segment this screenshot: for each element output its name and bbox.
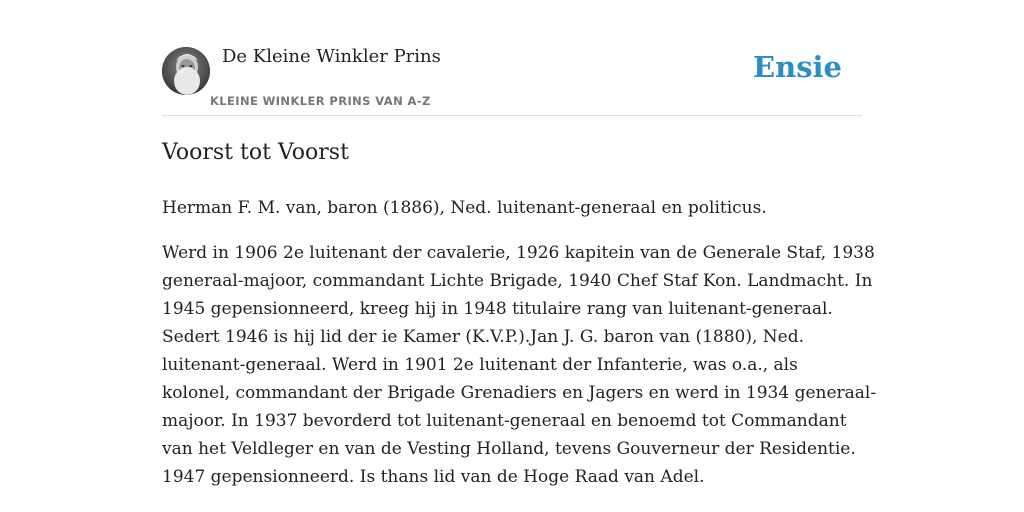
source-subtitle[interactable]: KLEINE WINKLER PRINS VAN A-Z [210, 94, 431, 108]
body-line: generaal-majoor, commandant Lichte Brigade, 1940 Chef Staf Kon. Landmacht. In [162, 271, 873, 291]
body-line: kolonel, commandant der Brigade Grenadiers en Jagers en werd in 1934 generaal- [162, 383, 877, 403]
entry-intro: Herman F. M. van, baron (1886), Ned. luitenant-generaal en politicus. [162, 198, 767, 218]
body-line: van het Veldleger en van de Vesting Holland, tevens Gouverneur der Residentie. [162, 439, 856, 459]
body-line: luitenant-generaal. Werd in 1901 2e luitenant der Infanterie, was o.a., als [162, 355, 798, 375]
portrait-image [162, 47, 210, 95]
author-avatar[interactable] [162, 47, 210, 95]
body-line: 1945 gepensionneerd, kreeg hij in 1948 titulaire rang van luitenant-generaal. [162, 299, 833, 319]
header [162, 44, 862, 116]
body-line: 1947 gepensionneerd. Is thans lid van de Hoge Raad van Adel. [162, 467, 705, 487]
brand-logo[interactable]: Ensie [753, 50, 842, 84]
entry-title: Voorst tot Voorst [162, 140, 349, 165]
entry-body [162, 239, 877, 491]
header-divider [162, 115, 862, 116]
source-title[interactable]: De Kleine Winkler Prins [222, 46, 441, 67]
body-line: Sedert 1946 is hij lid der ie Kamer (K.V.P.).Jan J. G. baron van (1880), Ned. [162, 327, 805, 347]
body-line: majoor. In 1937 bevorderd tot luitenant-generaal en benoemd tot Commandant [162, 411, 847, 431]
body-line: Werd in 1906 2e luitenant der cavalerie, 1926 kapitein van de Generale Staf, 1938 [162, 243, 875, 263]
